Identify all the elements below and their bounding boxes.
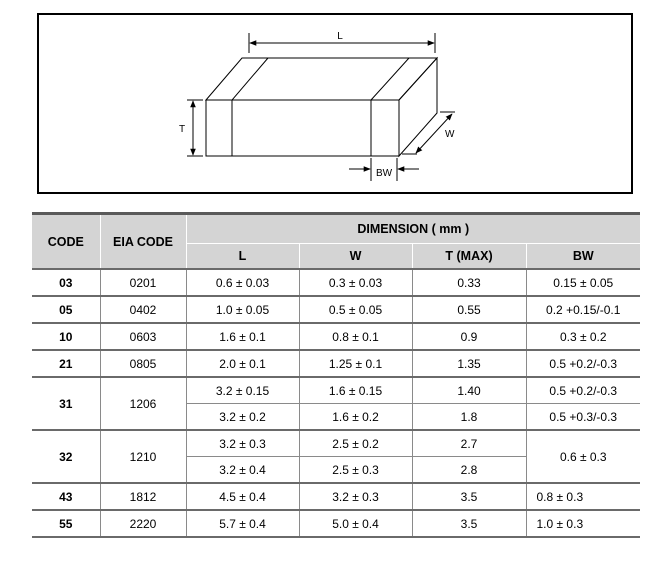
t-cell: 2.7 <box>412 430 526 457</box>
w-cell: 2.5 ± 0.2 <box>299 430 412 457</box>
l-cell: 3.2 ± 0.15 <box>186 377 299 404</box>
eia-cell: 0805 <box>100 350 186 377</box>
w-cell: 1.6 ± 0.2 <box>299 404 412 431</box>
chip-side-face <box>399 58 437 156</box>
l-cell: 3.2 ± 0.3 <box>186 430 299 457</box>
eia-cell: 1210 <box>100 430 186 483</box>
table-row <box>32 510 640 537</box>
w-cell: 1.6 ± 0.15 <box>299 377 412 404</box>
code-cell: 43 <box>32 483 100 510</box>
w-cell: 2.5 ± 0.3 <box>299 457 412 484</box>
eia-cell: 0201 <box>100 269 186 296</box>
dimension-spec-table <box>32 212 640 538</box>
eia-cell: 0603 <box>100 323 186 350</box>
bw-cell: 0.5 +0.3/-0.3 <box>526 404 640 431</box>
chip-top-face <box>206 58 437 100</box>
code-cell: 05 <box>32 296 100 323</box>
eia-cell: 0402 <box>100 296 186 323</box>
header-code: CODE <box>32 214 100 270</box>
code-cell: 03 <box>32 269 100 296</box>
w-cell: 0.3 ± 0.03 <box>299 269 412 296</box>
eia-cell: 2220 <box>100 510 186 537</box>
code-cell: 21 <box>32 350 100 377</box>
table-row <box>32 269 640 296</box>
left-terminal-edge <box>232 58 268 156</box>
t-cell: 3.5 <box>412 510 526 537</box>
table-row <box>32 483 640 510</box>
table-row <box>32 323 640 350</box>
bw-cell: 0.15 ± 0.05 <box>526 269 640 296</box>
table-row <box>32 350 640 377</box>
chip-dimension-drawing <box>39 15 635 196</box>
bw-cell: 0.6 ± 0.3 <box>526 430 640 483</box>
w-cell: 0.8 ± 0.1 <box>299 323 412 350</box>
code-cell: 32 <box>32 430 100 483</box>
bw-label: BW <box>375 168 393 179</box>
right-terminal-edge <box>371 58 409 156</box>
w-cell: 5.0 ± 0.4 <box>299 510 412 537</box>
w-cell: 1.25 ± 0.1 <box>299 350 412 377</box>
header-w: W <box>299 244 412 270</box>
chip-drawing-frame <box>37 13 633 194</box>
code-cell: 55 <box>32 510 100 537</box>
header-eia-code: EIA CODE <box>100 214 186 270</box>
l-cell: 1.6 ± 0.1 <box>186 323 299 350</box>
code-cell: 31 <box>32 377 100 430</box>
header-dimension: DIMENSION ( mm ) <box>186 214 640 244</box>
t-label: T <box>178 124 186 135</box>
code-cell: 10 <box>32 323 100 350</box>
bw-cell: 0.5 +0.2/-0.3 <box>526 377 640 404</box>
eia-cell: 1812 <box>100 483 186 510</box>
t-cell: 1.40 <box>412 377 526 404</box>
l-cell: 3.2 ± 0.2 <box>186 404 299 431</box>
eia-cell: 1206 <box>100 377 186 430</box>
l-cell: 1.0 ± 0.05 <box>186 296 299 323</box>
table-row <box>32 377 640 404</box>
header-bw: BW <box>526 244 640 270</box>
chip-front-face <box>206 100 399 156</box>
bw-cell: 0.3 ± 0.2 <box>526 323 640 350</box>
w-label: W <box>445 129 455 140</box>
table-row <box>32 430 640 457</box>
header-t-max: T (MAX) <box>412 244 526 270</box>
l-cell: 3.2 ± 0.4 <box>186 457 299 484</box>
t-cell: 1.35 <box>412 350 526 377</box>
bw-cell: 0.8 ± 0.3 <box>526 483 640 510</box>
l-cell: 0.6 ± 0.03 <box>186 269 299 296</box>
t-cell: 2.8 <box>412 457 526 484</box>
bw-cell: 1.0 ± 0.3 <box>526 510 640 537</box>
t-cell: 1.8 <box>412 404 526 431</box>
t-cell: 0.33 <box>412 269 526 296</box>
header-l: L <box>186 244 299 270</box>
bw-cell: 0.5 +0.2/-0.3 <box>526 350 640 377</box>
l-cell: 5.7 ± 0.4 <box>186 510 299 537</box>
t-cell: 3.5 <box>412 483 526 510</box>
t-cell: 0.55 <box>412 296 526 323</box>
t-cell: 0.9 <box>412 323 526 350</box>
l-label: L <box>337 31 343 42</box>
bw-cell: 0.2 +0.15/-0.1 <box>526 296 640 323</box>
l-cell: 4.5 ± 0.4 <box>186 483 299 510</box>
table-row <box>32 296 640 323</box>
w-cell: 3.2 ± 0.3 <box>299 483 412 510</box>
w-cell: 0.5 ± 0.05 <box>299 296 412 323</box>
l-cell: 2.0 ± 0.1 <box>186 350 299 377</box>
